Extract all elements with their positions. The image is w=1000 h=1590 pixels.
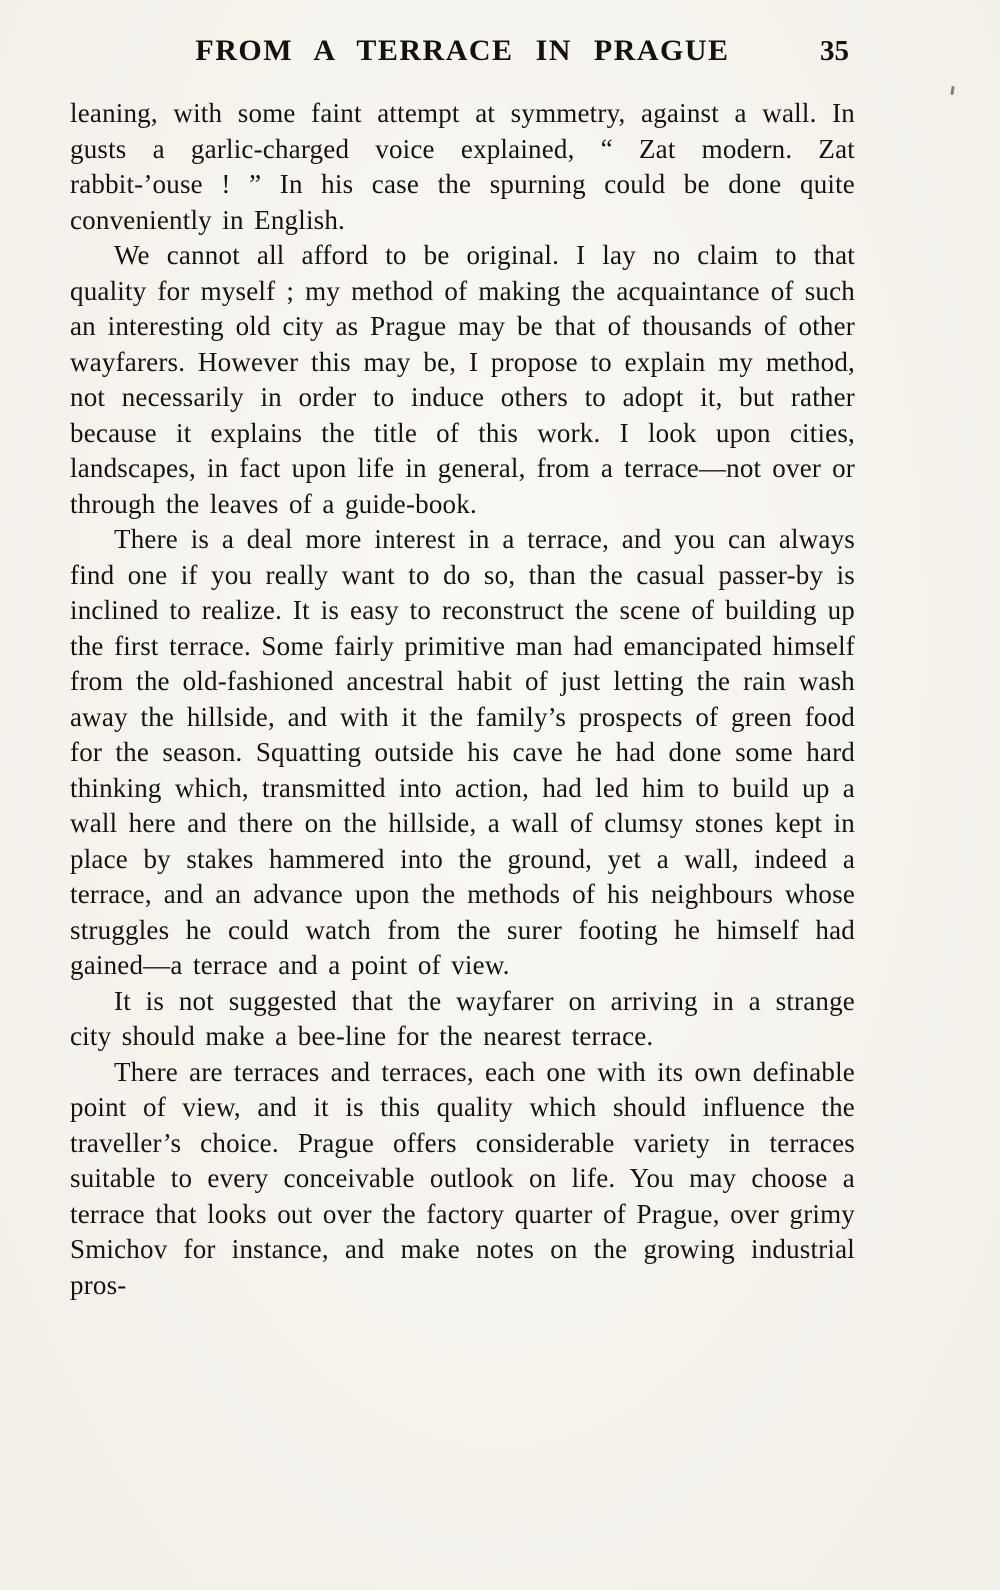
- paragraph-continuation: leaning, with some faint attempt at symmetry, against a wall. In gusts a garlic-charged voice explained, “ Zat modern. Zat rabbit-’ouse ! ” In his case the spurning could be done quite conveniently in English.: [70, 98, 855, 235]
- paragraph: We cannot all afford to be original. I lay no claim to that quality for myself ; my method of making the acquaintance of such an interesting old city as Prague may be that of thousands of other wayfarers. However this may be, I propose to explain my method, not necessarily in order to induce others to adopt it, but rather because it explains the title of this work. I look upon cities, landscapes, in fact upon life in general, from a terrace—not over or through the leaves of a guide-book.: [70, 240, 855, 519]
- paragraph: There are terraces and terraces, each one with its own definable point of view, and it is this quality which should influence the traveller’s choice. Prague offers considerable variety in terraces suitable to every conceivable outlook on life. You may choose a terrace that looks out over the factory quarter of Prague, over grimy Smichov for instance, and make notes on the growing industrial pros-: [70, 1056, 855, 1300]
- text-block: [70, 96, 855, 1303]
- page-header: [70, 34, 855, 80]
- print-speck-artifact: [950, 86, 954, 95]
- running-title: FROM A TERRACE IN PRAGUE: [195, 34, 730, 67]
- paragraph: There is a deal more interest in a terrace, and you can always find one if you really want to do so, than the casual passer-by is inclined to realize. It is easy to reconstruct the scene of building up the first terrace. Some fairly primitive man had emancipated himself from the old-fashioned ancestral habit of just letting the rain wash away the hillside, and with it the family’s prospects of green food for the season. Squatting outside his cave he had done some hard thinking which, transmitted into action, had led him to build up a wall here and there on the hillside, a wall of clumsy stones kept in place by stakes hammered into the ground, yet a wall, indeed a terrace, and an advance upon the methods of his neighbours whose struggles he could watch from the surer footing he himself had gained—a terrace and a point of view.: [70, 524, 855, 980]
- page-number: 35: [820, 35, 849, 67]
- paragraph: It is not suggested that the wayfarer on arriving in a strange city should make a bee-line for the nearest terrace.: [70, 985, 855, 1051]
